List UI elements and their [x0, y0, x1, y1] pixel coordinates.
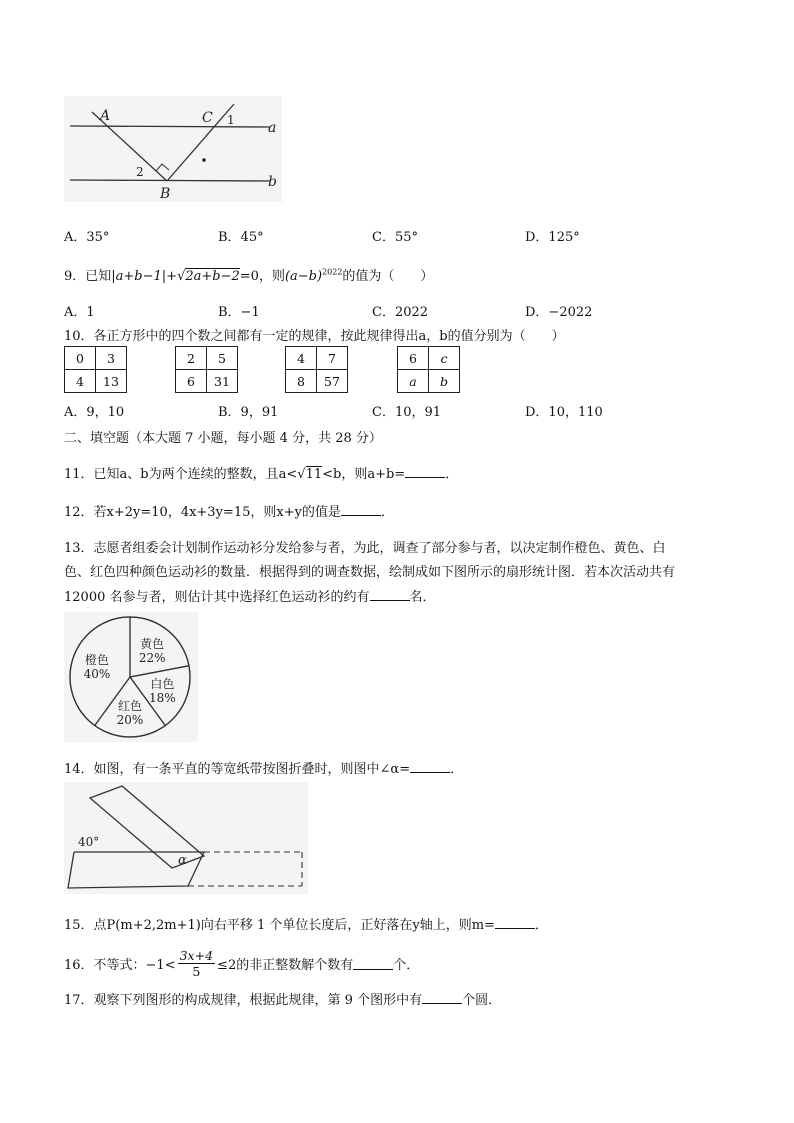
cell: 31 — [207, 370, 238, 393]
cell: 7 — [317, 347, 348, 370]
q10-square-4 — [397, 346, 460, 393]
q9-option-b[interactable]: B．−1 — [218, 305, 260, 320]
q10-square-2 — [175, 346, 238, 393]
cell: 8 — [286, 370, 317, 393]
q8-option-a[interactable]: A．35° — [64, 230, 110, 245]
q8-option-b[interactable]: B．45° — [218, 230, 264, 245]
q16-pre: 16．不等式：−1< — [64, 957, 176, 973]
q13-line3-end: 名． — [409, 590, 436, 605]
pie-category-label: 黄色 — [140, 637, 165, 652]
q16-end: 个． — [393, 957, 420, 973]
q9-text-pre: 9．已知 — [64, 269, 112, 284]
q16-answer-blank[interactable] — [353, 957, 393, 970]
label-B: B — [160, 186, 171, 202]
q14-angle-label: 40° — [78, 835, 100, 849]
q13-line-2: 色、红色四种颜色运动衫的数量．根据得到的调查数据，绘制成如下图所示的扇形统计图．若本次活动共有 — [64, 565, 676, 580]
q9-option-a[interactable]: A．1 — [64, 305, 95, 320]
q10-option-a[interactable]: A．9，10 — [64, 405, 125, 420]
cell: 6 — [398, 347, 429, 370]
q14-end: ． — [450, 762, 464, 777]
q14-answer-blank[interactable] — [410, 760, 450, 773]
q17-answer-blank[interactable] — [422, 991, 462, 1004]
pie-category-label: 白色 — [150, 676, 175, 691]
cell: 3 — [96, 347, 127, 370]
q8-figure — [64, 96, 282, 202]
q10-question: 10．各正方形中的四个数之间都有一定的规律，按此规律得出a，b的值分别为（ ） — [64, 329, 565, 344]
sqrt-sign-icon: √ — [297, 467, 306, 482]
q10-option-c[interactable]: C．10，91 — [372, 405, 442, 420]
q10-square-1 — [64, 346, 127, 393]
q10-square-3 — [285, 346, 348, 393]
section-heading: 二、填空题（本大题 7 小题，每小题 4 分，共 28 分） — [64, 431, 382, 446]
cell: a — [398, 370, 429, 393]
q14-pre: 14．如图，有一条平直的等宽纸带按图折叠时，则图中∠α= — [64, 762, 411, 777]
cell: 13 — [96, 370, 127, 393]
q12-end: ． — [380, 505, 394, 520]
q15-question — [64, 914, 548, 933]
cell: b — [429, 370, 460, 393]
q9-plus: + — [166, 269, 178, 284]
pie-category-label: 橙色 — [84, 653, 109, 668]
cell: c — [429, 347, 460, 370]
q11-end: ． — [445, 467, 459, 482]
q16-numerator: 3x+4 — [179, 947, 214, 963]
q15-pre: 15．点P(m+2,2m+1)向右平移 1 个单位长度后，正好落在y轴上，则m= — [64, 918, 495, 933]
q13-line-3 — [64, 586, 436, 605]
q10-option-d[interactable]: D．10，110 — [525, 405, 603, 420]
q8-diagram — [64, 96, 282, 202]
q14-alpha-label: α — [178, 853, 187, 868]
q11-post: <b，则a+b= — [322, 467, 406, 482]
q11-sqrt: 11 — [305, 467, 323, 482]
label-A: A — [100, 108, 111, 124]
label-1: 1 — [227, 113, 235, 127]
q16-question — [64, 946, 419, 980]
q11-question — [64, 463, 458, 482]
cell: 5 — [207, 347, 238, 370]
cell: 2 — [176, 347, 207, 370]
q9-pow-exp: 2022 — [322, 267, 343, 277]
pie-chart-svg — [64, 612, 198, 742]
q13-pie-chart — [64, 612, 198, 742]
q11-answer-blank[interactable] — [405, 465, 445, 478]
q9-pow-base: (a−b) — [284, 269, 323, 284]
q17-question — [64, 989, 501, 1008]
q9-option-d[interactable]: D．−2022 — [525, 305, 593, 320]
q13-line-1: 13．志愿者组委会计划制作运动衫分发给参与者，为此，调查了部分参与者，以决定制作橙色、黄色、白 — [64, 541, 666, 556]
q12-question — [64, 501, 394, 520]
label-a: a — [268, 120, 277, 136]
q15-end: ． — [534, 918, 548, 933]
pie-value-label: 40% — [83, 667, 111, 682]
q12-answer-blank[interactable] — [341, 503, 381, 516]
pie-category-label: 红色 — [117, 698, 143, 713]
q15-answer-blank[interactable] — [495, 916, 535, 929]
q14-question — [64, 758, 463, 777]
cell: 0 — [65, 347, 96, 370]
cell: 4 — [286, 347, 317, 370]
label-2: 2 — [136, 165, 144, 179]
q16-post: ≤2的非正整数解个数有 — [217, 957, 354, 973]
cell: 57 — [317, 370, 348, 393]
cell: 6 — [176, 370, 207, 393]
q14-figure — [64, 782, 308, 894]
q9-text-mid: =0，则 — [239, 269, 285, 284]
q8-option-c[interactable]: C．55° — [372, 230, 418, 245]
q9-question — [64, 265, 433, 284]
label-b: b — [268, 174, 277, 190]
sqrt-sign-icon: √ — [177, 269, 186, 284]
q9-text-post: 的值为（ ） — [342, 269, 434, 284]
q17-end: 个圆． — [462, 993, 502, 1008]
q10-option-b[interactable]: B．9，91 — [218, 405, 279, 420]
cell: 4 — [65, 370, 96, 393]
q14-diagram — [64, 782, 308, 894]
pie-value-label: 22% — [138, 651, 166, 666]
pie-value-label: 20% — [116, 712, 144, 727]
q9-sqrt-expr: 2a+b−2 — [185, 269, 240, 284]
q9-abs-expr: |a+b−1| — [111, 269, 167, 284]
q12-pre: 12．若x+2y=10，4x+3y=15，则x+y的值是 — [64, 505, 341, 520]
q13-line3-pre: 12000 名参与者，则估计其中选择红色运动衫的约有 — [64, 590, 370, 605]
q8-option-d[interactable]: D．125° — [525, 230, 580, 245]
pie-value-label: 18% — [149, 690, 176, 705]
q16-denominator: 5 — [192, 963, 201, 979]
q17-pre: 17．观察下列图形的构成规律，根据此规律，第 9 个图形中有 — [64, 993, 423, 1008]
q16-fraction — [178, 948, 215, 979]
q11-pre: 11．已知a、b为两个连续的整数，且a< — [64, 467, 298, 482]
q13-answer-blank[interactable] — [370, 588, 410, 601]
q9-option-c[interactable]: C．2022 — [372, 305, 429, 320]
label-C: C — [202, 110, 213, 126]
